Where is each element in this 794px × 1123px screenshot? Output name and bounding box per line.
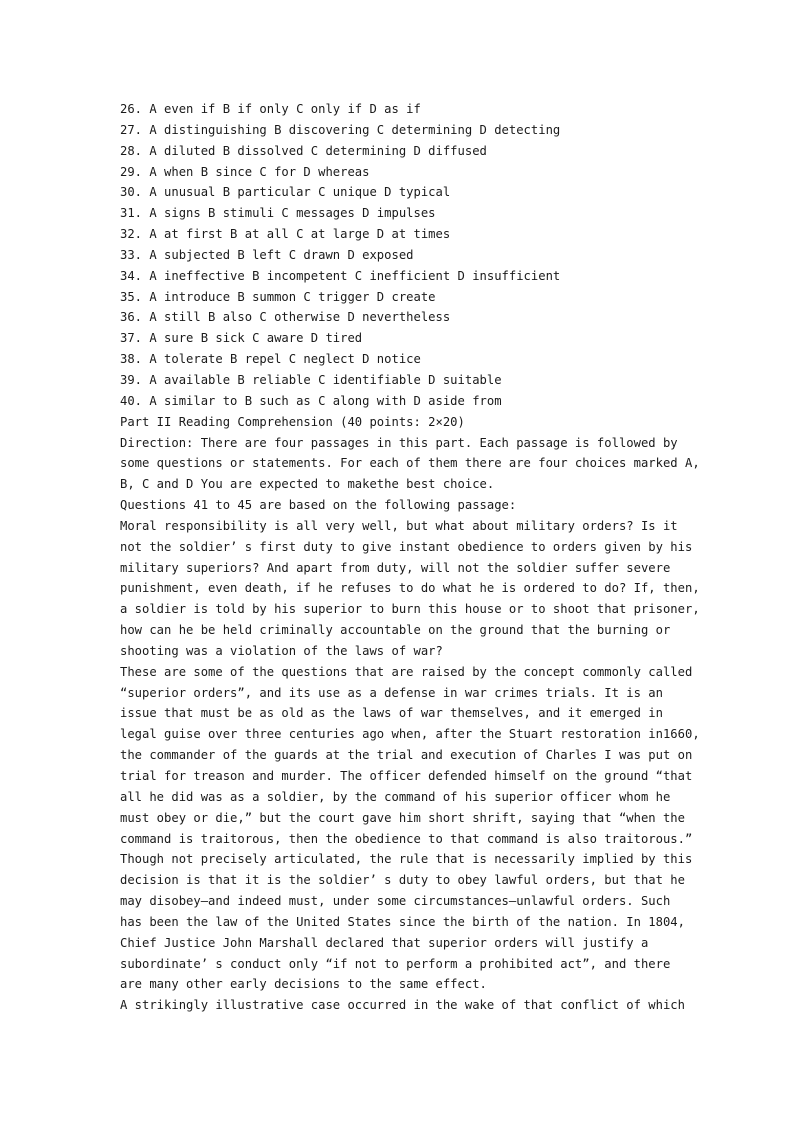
passage-line: These are some of the questions that are raised by the concept commonly called — [120, 664, 693, 679]
passage-line: punishment, even death, if he refuses to do what he is ordered to do? If, then, — [120, 581, 700, 596]
passage-line: Chief Justice John Marshall declared that superior orders will justify a — [120, 935, 649, 950]
passage-line: may disobey—and indeed must, under some circumstances—unlawful orders. Such — [120, 894, 671, 909]
passage-line: the commander of the guards at the trial and execution of Charles I was put on — [120, 748, 693, 763]
passage-line: Though not precisely articulated, the rule that is necessarily implied by this — [120, 852, 693, 867]
answer-option-33: 33. A subjected B left C drawn D exposed — [120, 247, 414, 262]
passage-line: “superior orders”, and its use as a defense in war crimes trials. It is an — [120, 685, 663, 700]
answer-option-28: 28. A diluted B dissolved C determining D diffused — [120, 143, 487, 158]
passage-line: all he did was as a soldier, by the command of his superior officer whom he — [120, 789, 671, 804]
answer-option-35: 35. A introduce B summon C trigger D create — [120, 289, 436, 304]
passage-line: decision is that it is the soldier’ s duty to obey lawful orders, but that he — [120, 873, 685, 888]
answer-option-38: 38. A tolerate B repel C neglect D notice — [120, 352, 421, 367]
answer-option-40: 40. A similar to B such as C along with D aside from — [120, 393, 502, 408]
answer-option-30: 30. A unusual B particular C unique D typical — [120, 185, 451, 200]
passage-line: military superiors? And apart from duty, will not the soldier suffer severe — [120, 560, 671, 575]
passage-line: how can he be held criminally accountable on the ground that the burning or — [120, 623, 671, 638]
passage-line: are many other early decisions to the same effect. — [120, 977, 487, 992]
passage-line: has been the law of the United States since the birth of the nation. In 1804, — [120, 914, 685, 929]
questions-intro: Questions 41 to 45 are based on the following passage: — [120, 498, 517, 513]
passage-line: shooting was a violation of the laws of war? — [120, 643, 443, 658]
directions-line: Direction: There are four passages in this part. Each passage is followed by — [120, 435, 678, 450]
answer-option-34: 34. A ineffective B incompetent C inefficient D insufficient — [120, 268, 561, 283]
passage-line: command is traitorous, then the obedience to that command is also traitorous.” — [120, 831, 693, 846]
reading-passage — [120, 516, 700, 1016]
document-body — [120, 99, 700, 1016]
passage-line: A strikingly illustrative case occurred in the wake of that conflict of which — [120, 998, 685, 1013]
passage-line: issue that must be as old as the laws of war themselves, and it emerged in — [120, 706, 663, 721]
answer-option-29: 29. A when B since C for D whereas — [120, 164, 370, 179]
passage-line: Moral responsibility is all very well, but what about military orders? Is it — [120, 518, 678, 533]
directions-line: B, C and D You are expected to makethe best choice. — [120, 477, 495, 492]
part-heading: Part II Reading Comprehension (40 points: 2×20) — [120, 414, 465, 429]
answer-option-39: 39. A available B reliable C identifiable D suitable — [120, 372, 502, 387]
answer-option-36: 36. A still B also C otherwise D nevertheless — [120, 310, 451, 325]
passage-line: must obey or die,” but the court gave him short shrift, saying that “when the — [120, 810, 685, 825]
passage-line: a soldier is told by his superior to burn this house or to shoot that prisoner, — [120, 602, 700, 617]
passage-line: not the soldier’ s first duty to give instant obedience to orders given by his — [120, 539, 693, 554]
passage-line: trial for treason and murder. The officer defended himself on the ground “that — [120, 769, 693, 783]
answer-option-31: 31. A signs B stimuli C messages D impulses — [120, 206, 436, 221]
answer-option-37: 37. A sure B sick C aware D tired — [120, 331, 363, 346]
answer-options-list — [120, 99, 680, 412]
answer-option-32: 32. A at first B at all C at large D at times — [120, 227, 451, 242]
directions-block — [120, 433, 700, 496]
answer-option-26: 26. A even if B if only C only if D as if — [120, 102, 421, 116]
passage-line: subordinate’ s conduct only “if not to perform a prohibited act”, and there — [120, 956, 671, 971]
answer-option-27: 27. A distinguishing B discovering C determining D detecting — [120, 122, 561, 137]
passage-line: legal guise over three centuries ago when, after the Stuart restoration in1660, — [120, 727, 700, 742]
directions-line: some questions or statements. For each of them there are four choices marked A, — [120, 456, 700, 471]
